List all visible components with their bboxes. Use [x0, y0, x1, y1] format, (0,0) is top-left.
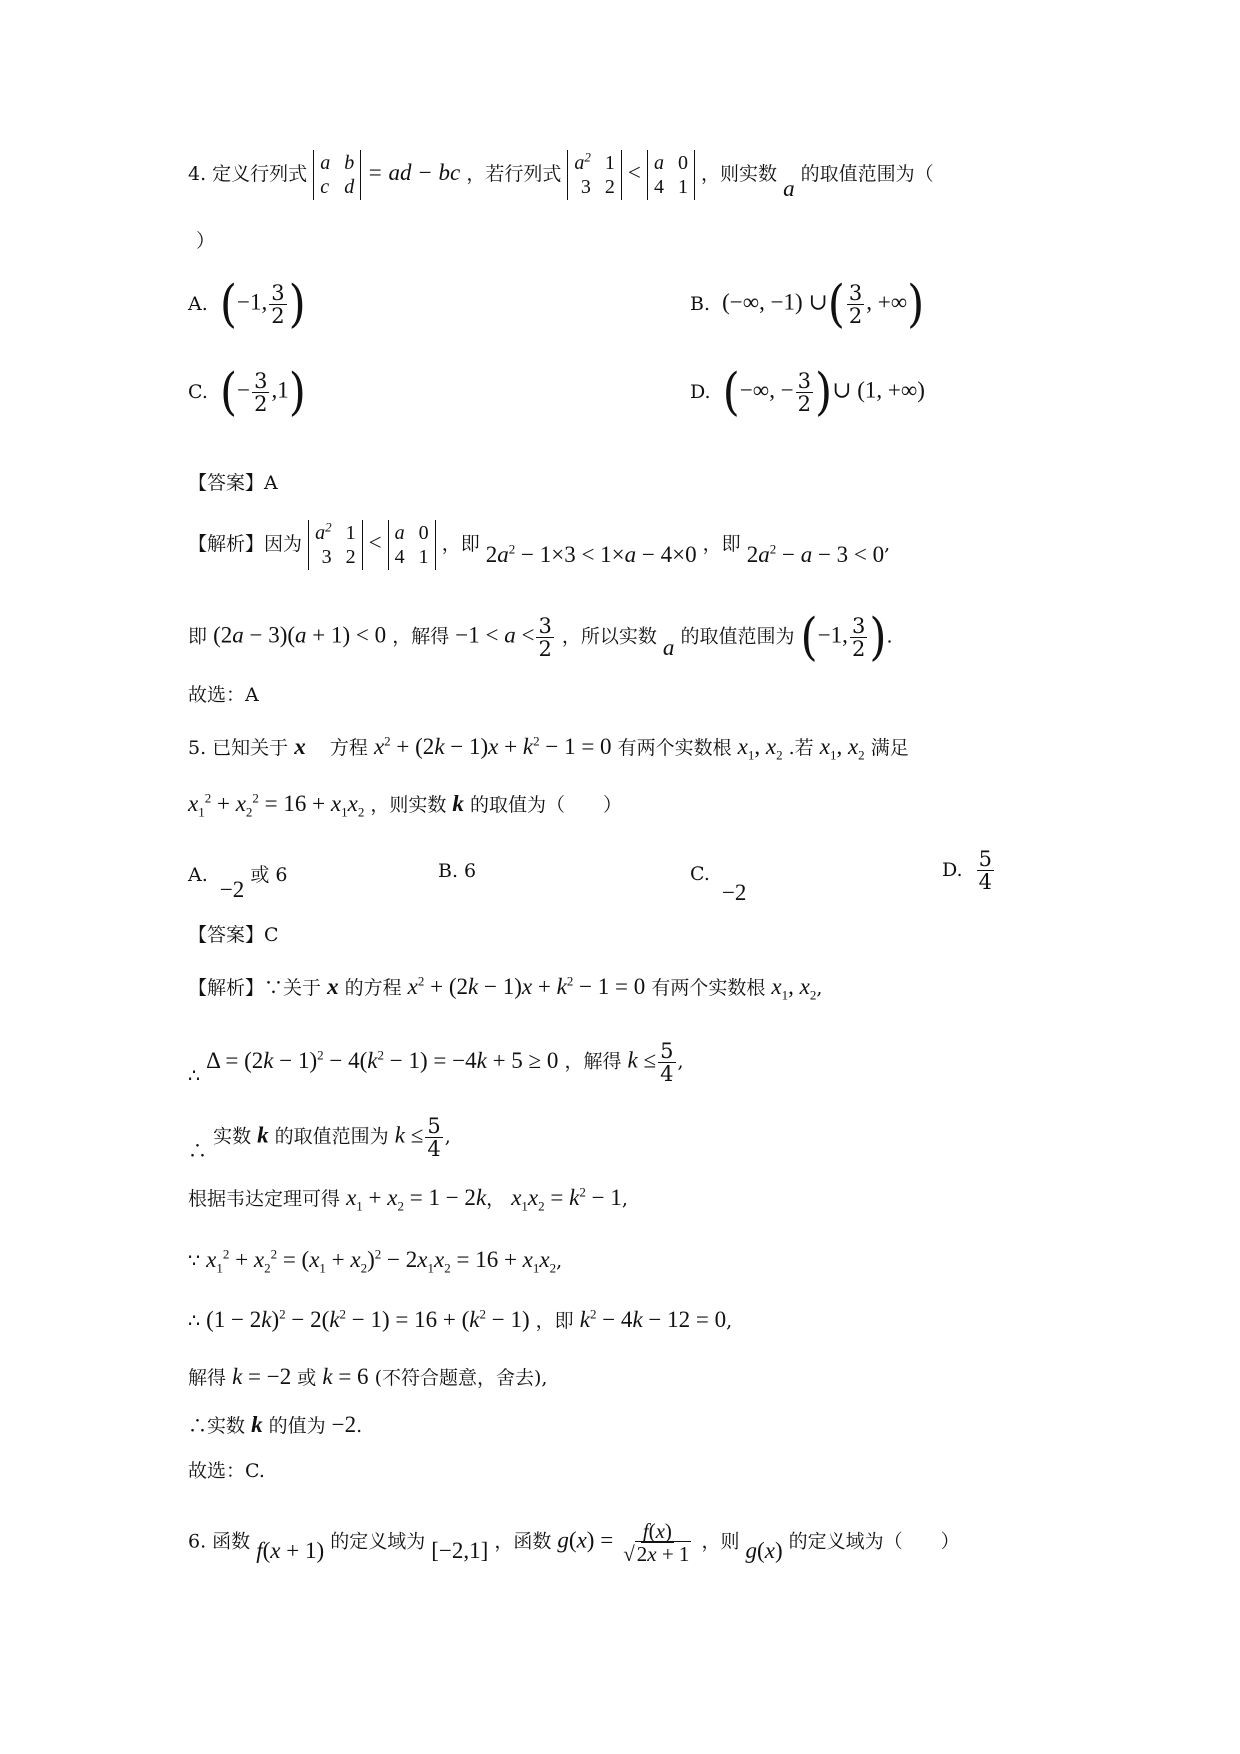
option-label: A. — [188, 864, 208, 886]
q5-stem-1: 5. 已知关于 x 方程 $x^2 + (2k - 1)x + k^2 - 1 = 0$ 有两个实数根 $x_1$, $x_2$ .若 $x_1$, $x_2$ 满足 — [188, 733, 909, 763]
q4-stem-text: 4. 定义行列式 — [188, 163, 308, 185]
analysis-label: 【解析】因为 — [188, 533, 303, 555]
q4-stem: 4. 定义行列式 a b c d = ad − bc ，若行列式 $a^2$ 1 3 2 < a 0 4 1 ，则实数 a 的取值范围为（ — [188, 149, 934, 201]
analysis-text: ，即 — [441, 533, 480, 555]
analysis-text: 的方程 — [344, 977, 402, 999]
analysis-text: ，即 — [535, 1310, 574, 1332]
analysis-text: ，解得 — [392, 625, 450, 648]
q5-equation: $x^2 + (2k - 1)x + k^2 - 1 = 0$ — [373, 733, 612, 759]
q5-analysis-1: 【解析】∵关于 x 的方程 $x^2 + (2k - 1)x + k^2 - 1 = 0$ 有两个实数根 $x_1$, $x_2$, — [188, 973, 823, 1003]
therefore-symbol: ∴ — [188, 1064, 201, 1087]
q6-stem-text: 的定义域为（ ） — [788, 1530, 960, 1553]
factored-inequality: (2a − 3)(a + 1) < 0 — [213, 622, 387, 648]
q5-analysis-4: 根据韦达定理可得 $x_1 + x_2 = 1 - 2k$， $x_1x_2 = k^2 - 1$, — [188, 1184, 628, 1214]
q4-stem-close: ） — [196, 230, 216, 252]
q5-analysis-6: ∴ $(1 - 2k)^2 - 2(k^2 - 1) = 16 + (k^2 - 1)$ ，即 $k^2 - 4k - 12 = 0$, — [188, 1306, 733, 1332]
option-label: D. — [690, 380, 711, 403]
option-label: B. 6 — [438, 860, 477, 882]
q5-answer: 【答案】C — [188, 924, 279, 946]
q4-analysis-1: 【解析】因为 $a^2$ 1 3 2 < a 0 4 1 ，即 $2a^2 - 1\times 3 < 1\times a - 4\times 0$ ，即 $2a^2 - a - 3 < 0$, — [188, 519, 891, 568]
q5-option-c: C. −2 — [690, 863, 747, 905]
det-right: a 0 4 1 — [647, 150, 695, 200]
q6-stem: 6. 函数 f(x + 1) 的定义域为 [−2,1] ，函数 g(x) = $\frac{f(x)}{√2x + 1}$ ，则 g(x) 的定义域为（ ） — [188, 1519, 960, 1567]
q4-stem-text-4: 的取值范围为（ — [800, 163, 934, 185]
q5-stem-text: 方程 — [329, 737, 368, 759]
q5-stem-text: 满足 — [870, 737, 909, 759]
analysis-text: 根据韦达定理可得 — [188, 1188, 341, 1210]
q4-choice: 故选：A — [188, 684, 259, 706]
option-label: D. — [942, 858, 963, 881]
discriminant: $\Delta = (2k - 1)^2 - 4(k^2 - 1) = -4k + 5 \ge 0$ — [206, 1046, 559, 1073]
option-label: B. — [690, 292, 711, 315]
q6-fraction: $\frac{f(x)}{√2x + 1}$ — [623, 1519, 690, 1567]
option-label: A. — [188, 292, 208, 315]
therefore-symbol: ∴ — [188, 1139, 208, 1162]
q6-stem-text: 的定义域为 — [330, 1530, 426, 1553]
option-text: 或 6 — [250, 864, 288, 886]
q4-answer: 【答案】A — [188, 472, 278, 494]
q6-stem-text: ，则 — [701, 1530, 740, 1553]
q5-stem-text: ，则实数 — [370, 794, 447, 816]
q5-analysis-5: ∵ $x_1^2 + x_2^2 = (x_1 + x_2)^2 - 2x_1x_2 = 16 + x_1x_2$, — [188, 1246, 563, 1276]
analysis-text: 有两个实数根 — [651, 977, 766, 999]
analysis-text: 解得 — [188, 1367, 227, 1389]
q5-analysis-2: ∴ $\Delta = (2k - 1)^2 - 4(k^2 - 1) = -4k + 5 \ge 0$ ，解得 k ≤ $\frac{5}{4}$ , — [188, 1039, 684, 1087]
det-right: a 0 4 1 — [388, 520, 436, 570]
det-definition: a b c d — [313, 150, 361, 200]
q4-var-a: a — [783, 176, 795, 201]
q4-stem-text-2: ，若行列式 — [466, 163, 562, 185]
analysis-text: (不符合题意，舍去), — [374, 1367, 548, 1389]
analysis-text: 的取值范围为 — [274, 1125, 389, 1148]
q4-option-c: C. (− $\frac{3}{2}$ ,1) — [188, 362, 306, 422]
analysis-text: ∴实数 — [188, 1415, 246, 1437]
q5-stem-2: $x_1^2 + x_2^2 = 16 + x_1x_2$ ，则实数 k 的取值为（ ） — [188, 790, 622, 820]
det-left: $a^2$ 1 3 2 — [308, 520, 363, 570]
because-symbol: ∵ — [188, 1250, 201, 1272]
inequality-1: $2a^2 - 1\times 3 < 1\times a - 4\times 0$ — [485, 541, 697, 567]
q5-analysis-7: 解得 k = −2 或 k = 6 (不符合题意，舍去), — [188, 1364, 548, 1389]
det-formula: = ad − bc — [367, 160, 461, 185]
det-left: $a^2$ 1 3 2 — [567, 150, 622, 200]
option-label: C. — [690, 863, 710, 885]
q4-analysis-2: 即 (2a − 3)(a + 1) < 0 ，解得 −1 < a < $\frac{3}{2}$ ，所以实数 a 的取值范围为 (−1, $\frac{3}{2}$ ). — [188, 607, 893, 667]
q4-stem-text-3: ，则实数 — [701, 163, 778, 185]
analysis-text: 即 — [188, 625, 208, 648]
q5-stem-text: .若 — [788, 737, 814, 759]
analysis-text: 的值为 — [268, 1415, 326, 1437]
q4-option-b: B. (−∞, −1) ∪( $\frac{3}{2}$ , +∞) — [690, 274, 925, 334]
analysis-label: 【解析】∵关于 — [188, 977, 322, 999]
therefore-symbol: ∴ — [188, 1310, 201, 1332]
q5-choice: 故选：C. — [188, 1460, 265, 1482]
q6-stem-text: 6. 函数 — [188, 1530, 251, 1553]
q5-condition: $x_1^2 + x_2^2 = 16 + x_1x_2$ — [188, 790, 365, 820]
q5-analysis-3: ∴ 实数 k 的取值范围为 k ≤ $\frac{5}{4}$ , — [188, 1114, 451, 1162]
q6-stem-text: ，函数 — [494, 1530, 552, 1553]
analysis-text: 实数 — [213, 1125, 252, 1148]
analysis-text: ，解得 — [564, 1050, 622, 1073]
q5-option-d: D. $\frac{5}{4}$ — [942, 847, 993, 895]
analysis-text: ，所以实数 — [561, 625, 657, 648]
q5-stem-text: 的取值为（ ） — [469, 794, 622, 816]
q5-analysis-8: ∴实数 k 的值为 −2. — [188, 1412, 363, 1437]
q4-option-d: D. (−∞, − $\frac{3}{2}$ )∪ (1, +∞) — [690, 362, 925, 422]
q5-stem-text: 有两个实数根 — [617, 737, 732, 759]
q4-option-a: A. (−1, $\frac{3}{2}$ ) — [188, 274, 306, 334]
inequality-2: $2a^2 - a - 3 < 0$ — [746, 541, 885, 567]
analysis-text: ，即 — [702, 533, 741, 555]
analysis-text: 的取值范围为 — [680, 625, 795, 648]
q5-option-b — [438, 860, 482, 882]
analysis-text: 或 — [297, 1367, 317, 1389]
q5-stem-text: 5. 已知关于 — [188, 737, 289, 759]
q5-option-a: A. −2 或 6 — [188, 864, 288, 902]
option-label: C. — [188, 380, 208, 403]
